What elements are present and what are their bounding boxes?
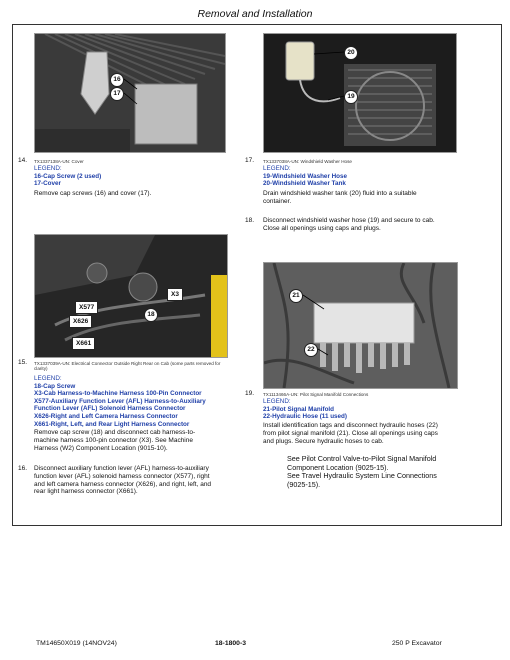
- step-19-references: [287, 455, 497, 489]
- text-line: function lever (AFL) solenoid harness connector (X577), right: [34, 472, 210, 480]
- legend-item: Function Lever (AFL) Solenoid Harness Connector: [34, 405, 186, 413]
- legend-item: 22-Hydraulic Hose (11 used): [263, 413, 347, 421]
- step-15-text: [34, 429, 246, 452]
- legend-item: 17-Cover: [34, 180, 61, 188]
- reference-line: Component Location (9025-15).: [287, 462, 389, 472]
- caption-line: clarity): [34, 366, 48, 371]
- step-16-text: [34, 465, 249, 496]
- electrical-connector-photo: [34, 234, 228, 358]
- callout-x626: X626: [69, 315, 92, 328]
- legend-item: X577-Auxiliary Function Lever (AFL) Harness-to-Auxiliary: [34, 397, 206, 405]
- text-line: rear light harness connector (X661).: [34, 488, 138, 496]
- reference-line: See Pilot Control Valve-to-Pilot Signal Manifold: [287, 454, 437, 463]
- callout-17: 17: [110, 87, 124, 101]
- frame-top-border: [12, 24, 502, 25]
- cover-photo: [34, 33, 226, 153]
- step-19-caption: TX1113466A-UN: Pilot Signal Manifold Connections: [263, 392, 369, 397]
- text-line: Harness (W2) Component Location (9015-10).: [34, 444, 168, 452]
- legend-item: 20-Windshield Washer Tank: [263, 180, 346, 188]
- pilot-signal-manifold-photo: [263, 262, 458, 389]
- footer-page-number: 18-1800-3: [215, 640, 246, 647]
- step-14-legend: [34, 165, 234, 188]
- legend-title: LEGEND:: [263, 165, 291, 172]
- callout-18: 18: [144, 308, 158, 322]
- callout-x661: X661: [72, 337, 95, 350]
- callout-16: 16: [110, 73, 124, 87]
- legend-item: 16-Cap Screw (2 used): [34, 172, 102, 180]
- callout-19: 19: [344, 90, 358, 104]
- callout-x3: X3: [167, 288, 183, 301]
- reference-line: See Travel Hydraulic System Line Connections: [287, 471, 437, 481]
- legend-item: 19-Windshield Washer Hose: [263, 172, 348, 180]
- frame-bottom-border: [12, 525, 502, 526]
- legend-item: X3-Cab Harness-to-Machine Harness 100-Pin Connector: [34, 390, 202, 398]
- legend-item: X661-Right, Left, and Rear Light Harness Connector: [34, 420, 190, 428]
- text-line: Drain windshield washer tank (20) fluid into a suitable: [263, 190, 417, 197]
- callout-21: 21: [289, 289, 303, 303]
- legend-title: LEGEND:: [34, 375, 62, 382]
- legend-item: X626-Right and Left Camera Harness Connector: [34, 412, 178, 420]
- step-19-text: [263, 422, 495, 445]
- legend-item: 18-Cap Screw: [34, 382, 76, 390]
- text-line: container.: [263, 197, 292, 205]
- step-15-caption: [34, 361, 244, 371]
- legend-title: LEGEND:: [263, 398, 291, 405]
- footer-doc-id: TM14650X019 (14NOV24): [36, 640, 117, 647]
- windshield-washer-photo: [263, 33, 457, 153]
- step-18-number: 18.: [245, 217, 255, 224]
- text-line: and left camera harness connector (X626), and right, left, and: [34, 480, 212, 488]
- frame-left-border: [12, 24, 13, 526]
- caption-line: TX1337039A-UN: Electrical Connector Outside Right Rear on Cab (some parts removed for: [34, 361, 221, 366]
- frame-right-border: [501, 24, 502, 526]
- step-15-number: 15.: [18, 359, 28, 366]
- step-16-number: 16.: [18, 465, 28, 472]
- page-header-title: Removal and Installation: [197, 8, 313, 20]
- text-line: Install identification tags and disconnect hydraulic hoses (22): [263, 422, 438, 429]
- step-18-text: [263, 217, 495, 233]
- footer-model: 250 P Excavator: [392, 640, 442, 647]
- text-line: Close all openings using caps and plugs.: [263, 224, 381, 232]
- text-line: and plugs. Secure hydraulic hoses to cab.: [263, 437, 384, 445]
- callout-20: 20: [344, 46, 358, 60]
- text-line: Disconnect auxiliary function lever (AFL) harness-to-auxiliary: [34, 465, 209, 472]
- reference-line: (9025-15).: [287, 479, 321, 489]
- step-19-legend: [263, 398, 483, 421]
- step-14-text: Remove cap screws (16) and cover (17).: [34, 190, 152, 197]
- step-17-number: 17.: [245, 157, 255, 164]
- text-line: from pilot signal manifold (21). Close all openings using caps: [263, 429, 438, 437]
- text-line: machine harness 100-pin connector (X3). See Machine: [34, 436, 193, 444]
- callout-22: 22: [304, 343, 318, 357]
- step-15-legend: [34, 375, 246, 428]
- step-19-number: 19.: [245, 390, 255, 397]
- step-17-legend: [263, 165, 483, 188]
- callout-x577: X577: [75, 301, 98, 314]
- step-17-caption: TX1337038A-UN: Windshield Washer Hose: [263, 159, 352, 164]
- step-14-number: 14.: [18, 157, 28, 164]
- step-14-caption: TX1337138A-UN: Cover: [34, 159, 84, 164]
- text-line: Remove cap screw (18) and disconnect cab harness-to-: [34, 429, 196, 436]
- text-line: Disconnect windshield washer hose (19) and secure to cab.: [263, 217, 435, 224]
- legend-item: 21-Pilot Signal Manifold: [263, 405, 335, 413]
- step-17-text: [263, 190, 493, 206]
- legend-title: LEGEND:: [34, 165, 62, 172]
